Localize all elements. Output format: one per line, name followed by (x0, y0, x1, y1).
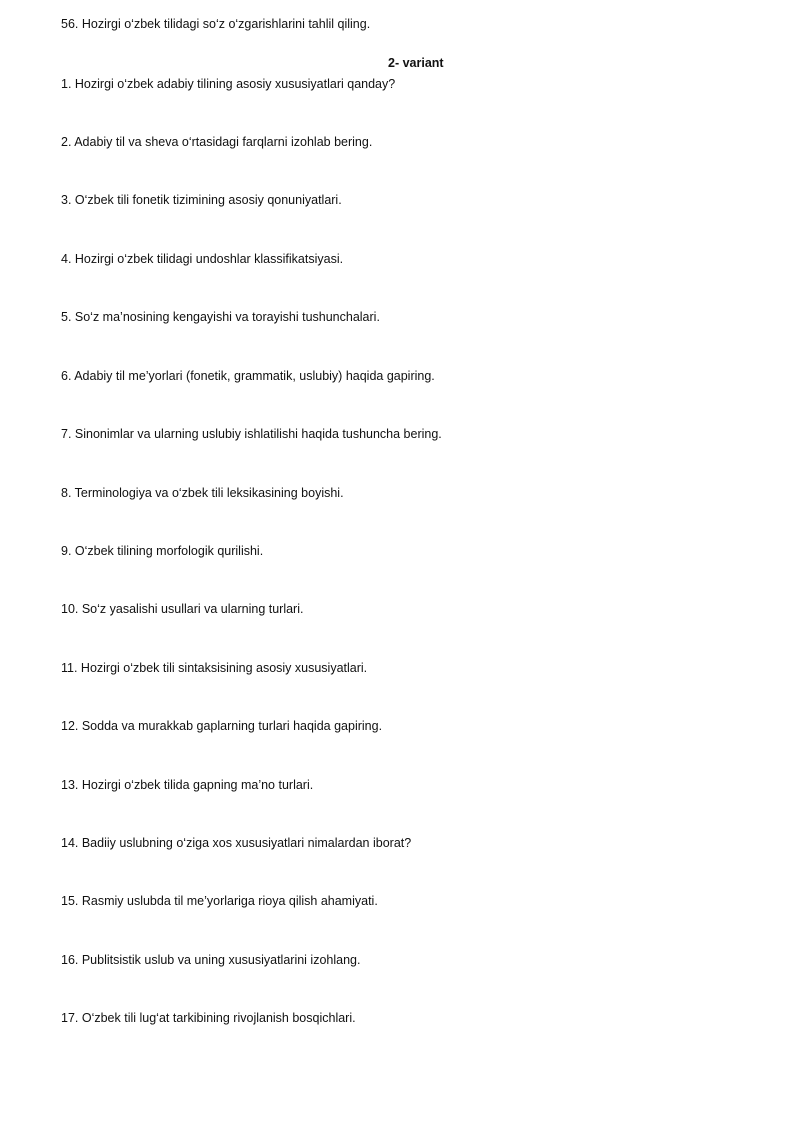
question-6: 6. Adabiy til me’yorlari (fonetik, grammatik, uslubiy) haqida gapiring. (61, 369, 435, 383)
question-2: 2. Adabiy til va sheva o‘rtasidagi farqlarni izohlab bering. (61, 135, 373, 149)
question-3: 3. O‘zbek tili fonetik tizimining asosiy qonuniyatlari. (61, 193, 342, 207)
question-7: 7. Sinonimlar va ularning uslubiy ishlatilishi haqida tushuncha bering. (61, 427, 442, 441)
question-10: 10. So‘z yasalishi usullari va ularning turlari. (61, 602, 304, 616)
question-14: 14. Badiiy uslubning o‘ziga xos xususiyatlari nimalardan iborat? (61, 836, 412, 850)
question-15: 15. Rasmiy uslubda til me’yorlariga rioya qilish ahamiyati. (61, 894, 378, 908)
question-9: 9. O‘zbek tilining morfologik qurilishi. (61, 544, 264, 558)
question-1: 1. Hozirgi o‘zbek adabiy tilining asosiy xususiyatlari qanday? (61, 77, 396, 91)
variant-heading: 2- variant (388, 56, 444, 70)
question-11: 11. Hozirgi o‘zbek tili sintaksisining asosiy xususiyatlari. (61, 661, 368, 675)
previous-question: 56. Hozirgi o‘zbek tilidagi so‘z o‘zgarishlarini tahlil qiling. (61, 17, 371, 31)
question-4: 4. Hozirgi o‘zbek tilidagi undoshlar klassifikatsiyasi. (61, 252, 344, 266)
question-12: 12. Sodda va murakkab gaplarning turlari haqida gapiring. (61, 719, 383, 733)
question-16: 16. Publitsistik uslub va uning xususiyatlarini izohlang. (61, 953, 361, 967)
question-8: 8. Terminologiya va o‘zbek tili leksikasining boyishi. (61, 486, 344, 500)
question-17: 17. O‘zbek tili lug‘at tarkibining rivojlanish bosqichlari. (61, 1011, 356, 1025)
question-5: 5. So‘z ma’nosining kengayishi va torayishi tushunchalari. (61, 310, 380, 324)
question-13: 13. Hozirgi o‘zbek tilida gapning ma’no turlari. (61, 778, 314, 792)
